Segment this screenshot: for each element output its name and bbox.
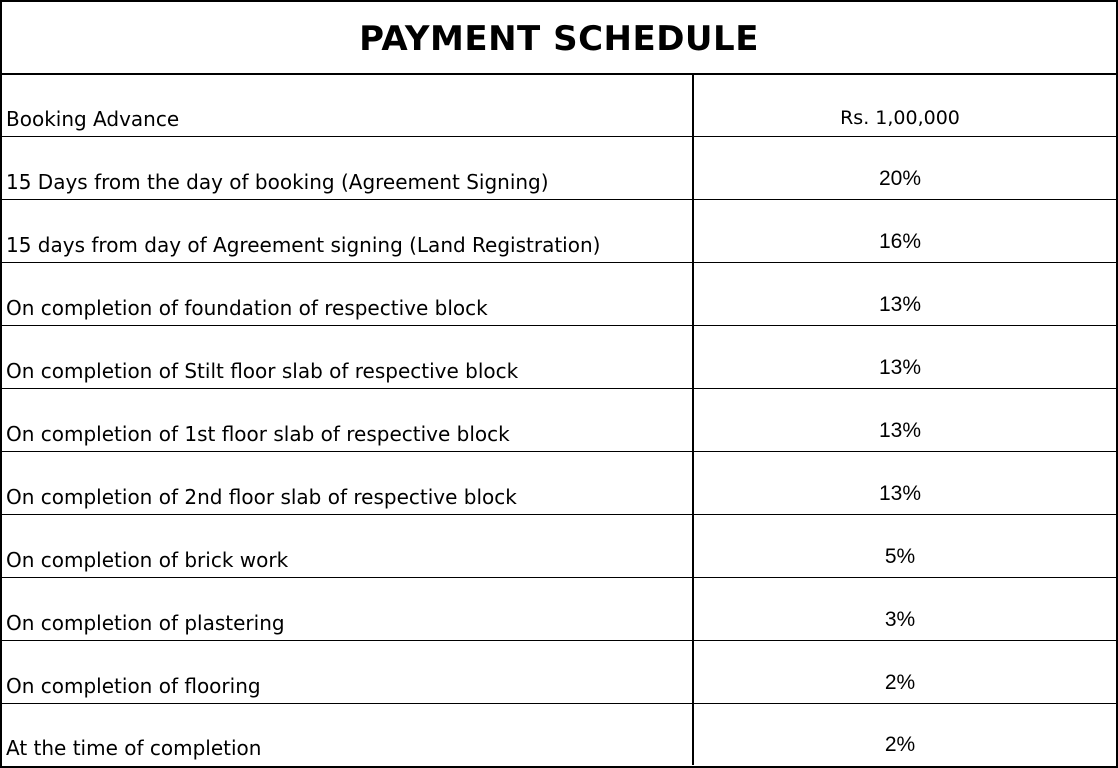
amount-cell: 13% (878, 482, 922, 505)
title-row (2, 2, 1116, 75)
table-row (2, 200, 1116, 263)
stage-cell: 15 days from day of Agreement signing (Land Registration) (2, 200, 694, 262)
stage-cell: 15 Days from the day of booking (Agreement Signing) (2, 137, 694, 199)
table-row (2, 263, 1116, 326)
table-row (2, 578, 1116, 641)
amount-cell: 2% (884, 733, 916, 756)
table-row (2, 515, 1116, 578)
table-row (2, 137, 1116, 200)
amount-cell: 16% (878, 230, 922, 253)
amount-cell: 3% (884, 608, 916, 631)
stage-cell: On completion of flooring (2, 641, 694, 703)
table-row (2, 641, 1116, 704)
amount-cell: 2% (884, 671, 916, 694)
schedule-rows (2, 75, 1116, 765)
stage-cell: On completion of plastering (2, 578, 694, 640)
stage-cell: Booking Advance (2, 75, 694, 136)
table-row (2, 452, 1116, 515)
stage-cell: On completion of brick work (2, 515, 694, 577)
stage-cell: On completion of 1st floor slab of respective block (2, 389, 694, 451)
amount-cell: 13% (878, 419, 922, 442)
table-row (2, 704, 1116, 765)
table-row (2, 326, 1116, 389)
page-title: PAYMENT SCHEDULE (359, 18, 759, 59)
amount-cell: 13% (878, 356, 922, 379)
table-row (2, 75, 1116, 137)
stage-cell: At the time of completion (2, 704, 694, 765)
stage-cell: On completion of Stilt floor slab of respective block (2, 326, 694, 388)
amount-cell: 13% (878, 293, 922, 316)
amount-cell: Rs. 1,00,000 (840, 107, 960, 129)
amount-cell: 20% (878, 167, 922, 190)
stage-cell: On completion of 2nd floor slab of respective block (2, 452, 694, 514)
table-row (2, 389, 1116, 452)
amount-cell: 5% (884, 545, 916, 568)
stage-cell: On completion of foundation of respective block (2, 263, 694, 325)
